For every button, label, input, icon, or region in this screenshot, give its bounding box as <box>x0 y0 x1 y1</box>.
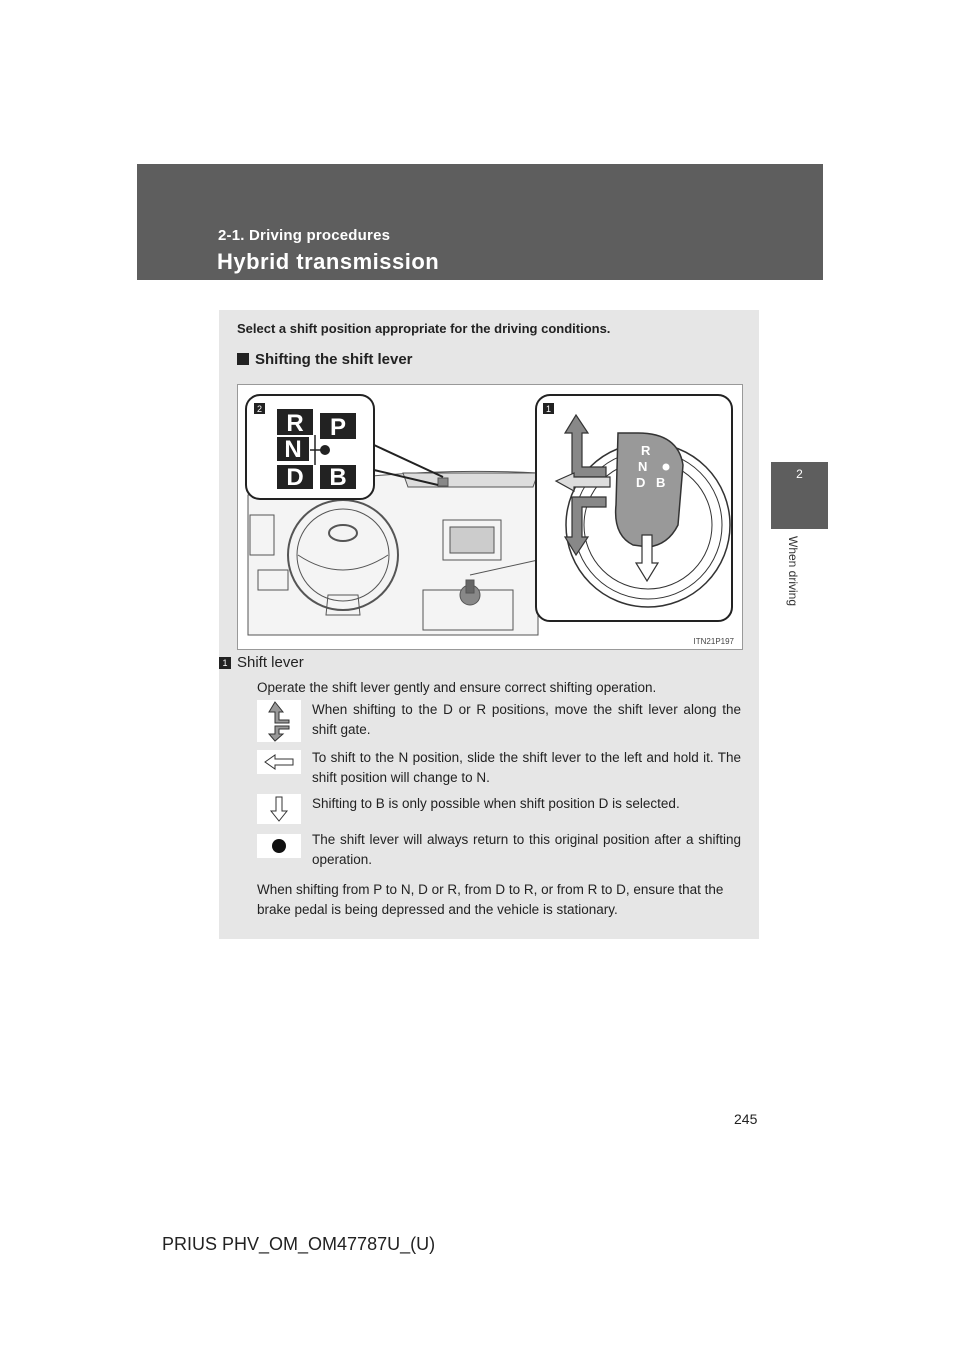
document-id: PRIUS PHV_OM_OM47787U_(U) <box>162 1234 436 1254</box>
shift-lever-illustration <box>237 384 743 650</box>
gate-letter-d: D <box>286 464 304 491</box>
gate-letter-p: P <box>329 414 347 441</box>
instruction-text: When shifting to the D or R positions, move the shift lever along the shift gate. <box>312 702 741 737</box>
instruction-text: Shifting to B is only possible when shift position D is selected. <box>312 796 680 811</box>
chapter-tab[interactable] <box>771 462 828 529</box>
down-arrow-icon <box>257 794 301 824</box>
gate-letter-n: N <box>284 436 302 463</box>
illustration-svg <box>238 385 742 649</box>
section-title: 2-1. Driving procedures <box>218 227 391 244</box>
subheading-text: Shifting the shift lever <box>255 351 413 368</box>
chapter-header <box>137 164 823 280</box>
item-heading <box>219 654 304 671</box>
callout-1-number: 1 <box>545 404 552 414</box>
square-bullet-icon <box>237 353 249 365</box>
dot-icon <box>257 834 301 858</box>
chapter-number: 2 <box>796 467 803 481</box>
subheading <box>237 351 413 368</box>
left-arrow-icon <box>257 750 301 774</box>
knob-letter-d: D <box>636 475 646 490</box>
instruction-text: The shift lever will always return to this original position after a shifting operation. <box>312 832 741 867</box>
callout-2-number: 2 <box>256 404 263 414</box>
instruction-row <box>257 700 741 742</box>
item-heading-text: Shift lever <box>237 654 304 671</box>
up-down-arrow-icon <box>257 700 301 742</box>
intro-text: Select a shift position appropriate for the driving conditions. <box>237 321 611 336</box>
instruction-row <box>257 830 741 872</box>
knob-letter-n: N <box>638 459 648 474</box>
knob-letter-b: B <box>656 475 666 490</box>
knob-letter-r: R <box>641 443 651 458</box>
instruction-text: To shift to the N position, slide the shift lever to the left and hold it. The shift position will change to N. <box>312 750 741 785</box>
operate-note: Operate the shift lever gently and ensure correct shifting operation. <box>257 680 657 695</box>
instruction-row <box>257 748 741 790</box>
figure-code: ITN21P197 <box>693 637 734 646</box>
gate-letter-r: R <box>286 410 304 437</box>
gate-letter-b: B <box>329 464 347 491</box>
instruction-row <box>257 794 741 826</box>
content-panel <box>219 310 759 939</box>
brake-note: When shifting from P to N, D or R, from D to R, or from R to D, ensure that the brake pedal is being depressed and the vehicle is stationary. <box>257 882 724 917</box>
page-title: Hybrid transmission <box>217 249 440 274</box>
chapter-label: When driving <box>786 536 800 607</box>
page-number: 245 <box>734 1111 758 1127</box>
item-number-badge: 1 <box>219 657 231 669</box>
